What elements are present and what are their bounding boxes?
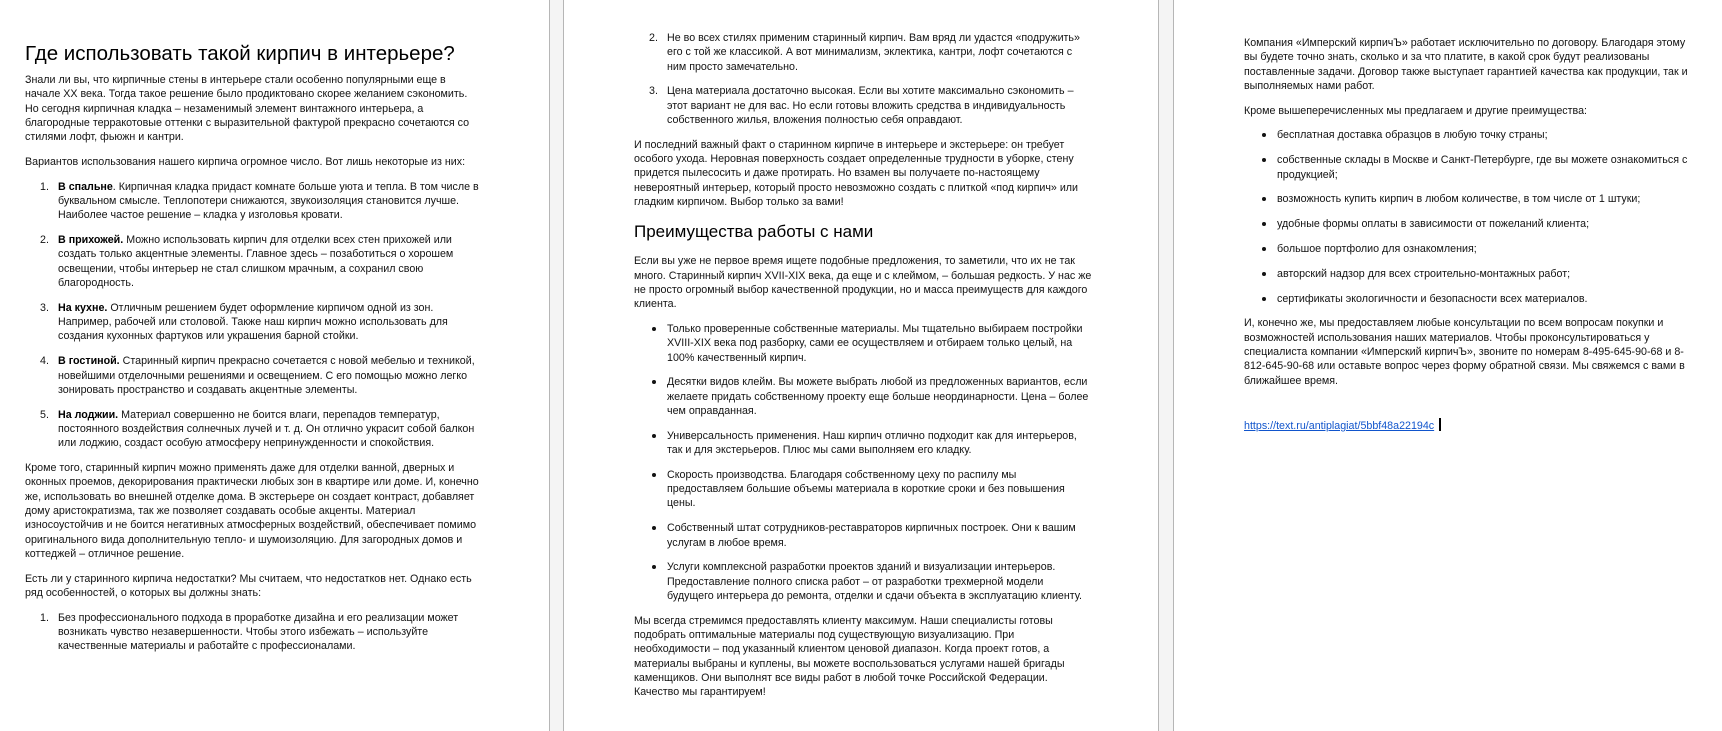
list-item <box>634 84 1092 127</box>
bullet-icon <box>652 380 656 384</box>
list-item <box>1244 267 1696 281</box>
paragraph: Вариантов использования нашего кирпича огромное число. Вот лишь некоторые из них: <box>25 155 466 168</box>
paragraph: Кроме того, старинный кирпич можно применять даже для отделки ванной, дверных и оконных проемов, декорирования практически любых зон в квартире или доме. И, конечно же, использовать во внешней отделке дома. В экстерьере он создает контраст, добавляет дому аристократизма, так же позволяет создавать особые акценты. Материал износоустойчив и не боится негативных атмосферных воздействий, обеспечивает помимо оригинального вида дополнительную тепло- и шумоизоляцию. Для загородных домов и коттеджей – отличное решение. <box>25 462 479 560</box>
bullet-icon <box>1262 247 1266 251</box>
list-item <box>634 560 1092 603</box>
list-item-text: Универсальность применения. Наш кирпич отлично подходит как для интерьеров, так и для экстерьеров. Плюс мы сами выполняем его кладку. <box>667 429 1077 457</box>
list-item-text: бесплатная доставка образцов в любую точку страны; <box>1277 129 1548 142</box>
list-number: 2. <box>649 32 658 44</box>
bullet-icon <box>1262 297 1266 301</box>
paragraph: Знали ли вы, что кирпичные стены в интерьере стали особенно популярными еще в начале XX века. Тогда такое решение было продиктовано скорее желанием сэкономить. Но сегодня кирпичная кладка – незаменимый элемент винтажного интерьера, а благородные терракотовые оттенки с выразительной фактурой прекрасно сочетаются со стилями лофт, фьюжн и кантри. <box>25 74 470 144</box>
list-number: 1. <box>40 180 49 193</box>
paragraph: И последний важный факт о старинном кирпиче в интерьере и экстерьере: он требует особого ухода. Неровная поверхность создает определенные трудности в уборке, стену придется пылесосить и даже протирать. Но взамен вы получаете по-настоящему невероятный интерьер, который просто невозможно создать с плиткой «под кирпич» или гладким кирпичом. Выбор только за вами! <box>634 138 1078 208</box>
bullet-icon <box>1262 197 1266 201</box>
paragraph: Есть ли у старинного кирпича недостатки? Мы считаем, что недостатков нет. Однако есть ряд особенностей, о которых вы должны знать: <box>25 572 472 599</box>
list-item-text: Не во всех стилях применим старинный кирпич. Вам вряд ли удастся «подружить» его с той же классикой. А вот минимализм, эклектика, кантри, лофт сочетаются с ним просто замечательно. <box>667 32 1080 73</box>
numbered-list <box>25 611 483 654</box>
numbered-list <box>25 180 483 451</box>
list-item <box>634 31 1092 74</box>
list-item <box>1244 242 1696 256</box>
numbered-list <box>634 31 1092 127</box>
bullet-icon <box>1262 222 1266 226</box>
bullet-list <box>1244 128 1696 305</box>
bullet-icon <box>652 473 656 477</box>
list-item <box>25 180 483 223</box>
list-item-text: Услуги комплексной разработки проектов зданий и визуализации интерьеров. Предоставление полного списка работ – от разработки трехмерной модели будущего интерьера до ремонта, отделки и сдачи объекта в эксплуатацию клиенту. <box>667 561 1083 602</box>
bullet-icon <box>652 565 656 569</box>
link-row <box>1244 418 1696 433</box>
bullet-icon <box>652 434 656 438</box>
list-item-text: Собственный штат сотрудников-реставраторов кирпичных построек. Они к вашим услугам в любое время. <box>667 522 1076 549</box>
text-cursor <box>1439 418 1441 431</box>
list-item-text: Скорость производства. Благодаря собственному цеху по распилу мы предоставляем большие объемы материала в короткие сроки и без повышения цены. <box>667 468 1065 510</box>
list-item <box>25 301 483 344</box>
list-item-text: . Кирпичная кладка придаст комнате больше уюта и тепла. В том числе в буквальном смысле. Теплопотери снижаются, звукоизоляция становится лучше. Наиболее частое решение – кладка у изголовья кровати. <box>58 180 479 222</box>
section-heading: Преимущества работы с нами <box>634 222 874 242</box>
list-item-text: Десятки видов клейм. Вы можете выбрать любой из предложенных вариантов, если желаете придать собственному проекту еще больше неординарности. Цена – более чем оправданная. <box>667 376 1089 417</box>
list-item <box>1244 192 1696 206</box>
paragraph: Компания «Имперский кирпичЪ» работает исключительно по договору. Благодаря этому вы будете точно знать, сколько и за что платите, в какой срок будут реализованы поставленные задачи. Договор также выступает гарантией качества как продукции, так и выполняемых нами работ. <box>1244 37 1688 92</box>
list-item-text: Без профессионального подхода в проработке дизайна и его реализации может возникать чувство незавершенности. Чтобы этого избежать – используйте качественные материалы и работайте с профессионалами. <box>58 611 459 653</box>
bullet-icon <box>1262 133 1266 137</box>
list-item-text: Материал совершенно не боится влаги, перепадов температур, постоянного воздействия солнечных лучей и т. д. Он отлично украсит собой балкон или лоджию, создаст особую атмосферу непринужденности и спокойствия. <box>58 408 475 450</box>
list-item <box>1244 217 1696 231</box>
list-item-text: возможность купить кирпич в любом количестве, в том числе от 1 штуки; <box>1277 193 1641 206</box>
list-item <box>1244 292 1696 306</box>
list-item-text: Старинный кирпич прекрасно сочетается с новой мебелью и техникой, новейшими отделочными решениями и освещением. С его помощью можно легко зонировать пространство и создавать акцентные элементы. <box>58 355 475 396</box>
bullet-icon <box>652 526 656 530</box>
bullet-icon <box>652 327 656 331</box>
list-number: 5. <box>40 408 49 421</box>
list-item-text: авторский надзор для всех строительно-монтажных работ; <box>1277 267 1571 280</box>
list-item-text: Цена материала достаточно высокая. Если вы хотите максимально сэкономить – этот вариант не для вас. Но если готовы вложить средства в индивидуальность собственного жилья, вложения полностью себя оправдают. <box>667 85 1074 126</box>
list-item <box>25 354 483 397</box>
list-item-text: сертификаты экологичности и безопасности всех материалов. <box>1277 292 1588 305</box>
page-3 <box>1244 36 1696 433</box>
antiplagiat-link[interactable]: https://text.ru/antiplagiat/5bbf48a22194c <box>1244 419 1435 432</box>
list-item-text: Только проверенные собственные материалы. Мы тщательно выбираем постройки XVIII-XIX века под разборку, сами ее осуществляем и отбираем только целый, на 100% качественный кирпич. <box>667 322 1083 364</box>
paragraph: Кроме вышеперечисленных мы предлагаем и другие преимущества: <box>1244 104 1588 117</box>
list-item <box>25 233 483 290</box>
bullet-icon <box>1262 158 1266 162</box>
document-title: Где использовать такой кирпич в интерьере? <box>25 42 455 65</box>
list-item <box>25 408 483 451</box>
paragraph: Если вы уже не первое время ищете подобные предложения, то заметили, что их не так много. Старинный кирпич XVII-XIX века, да еще и с клеймом, – большая редкость. У нас же не просто огромный выбор качественной продукции, но и масса преимуществ для каждого клиента. <box>634 255 1092 311</box>
list-item-text: большое портфолио для ознакомления; <box>1277 242 1477 255</box>
list-item-lead: На лоджии. <box>58 408 119 421</box>
list-item-text: удобные формы оплаты в зависимости от пожеланий клиента; <box>1277 218 1590 231</box>
bullet-list <box>634 322 1092 603</box>
paragraph: И, конечно же, мы предоставляем любые консультации по всем вопросам покупки и возможностей использования наших материалов. Чтобы проконсультироваться у специалиста компании «Имперский кирпичЪ», звоните по номерам 8-495-645-90-68 и 8-812-645-90-68 или оставьте вопрос через форму обратной связи. Мы свяжемся с вами в ближайшее время. <box>1244 317 1685 387</box>
page-2 <box>634 31 1092 710</box>
list-number: 4. <box>40 355 49 368</box>
bullet-icon <box>1262 272 1266 276</box>
list-item-lead: В гостиной. <box>58 355 120 368</box>
list-item <box>634 375 1092 418</box>
list-item-lead: На кухне. <box>58 301 108 314</box>
list-item <box>1244 128 1696 142</box>
list-number: 3. <box>649 85 658 98</box>
list-number: 2. <box>40 234 49 247</box>
list-item <box>634 468 1092 511</box>
list-item-lead: В спальне <box>58 180 113 193</box>
list-number: 1. <box>40 611 49 624</box>
list-item-text: Можно использовать кирпич для отделки всех стен прихожей или создать только акцентные элементы. Главное здесь – позаботиться о хорошем освещении, чтобы интерьер не стал слишком мрачным, а сохранил свою благородность. <box>58 234 454 290</box>
list-item <box>634 429 1092 458</box>
page-gutter <box>549 0 564 731</box>
paragraph: Мы всегда стремимся предоставлять клиенту максимум. Наши специалисты готовы подобрать оптимальные материалы под существующую визуализацию. При необходимости – под указанный клиентом ценовой диапазон. Когда проект готов, а материалы выбраны и куплены, вы можете воспользоваться услугами нашей бригады каменщиков. Они выполнят все виды работ в любой точке Российской Федерации. Качество мы гарантируем! <box>634 614 1065 699</box>
list-item-text: собственные склады в Москве и Санкт-Петербурге, где вы можете ознакомиться с продукцией; <box>1277 154 1688 181</box>
list-item <box>634 322 1092 365</box>
page-1 <box>25 0 483 664</box>
list-item-text: Отличным решением будет оформление кирпичом одной из зон. Например, рабочей или столовой. Также наш кирпич можно использовать для создания кухонных фартуков или украшения барной стойки. <box>58 301 448 343</box>
list-item <box>1244 153 1696 182</box>
list-number: 3. <box>40 301 49 314</box>
list-item-lead: В прихожей. <box>58 234 124 247</box>
list-item <box>25 611 483 654</box>
list-item <box>634 521 1092 550</box>
page-gutter <box>1158 0 1174 731</box>
